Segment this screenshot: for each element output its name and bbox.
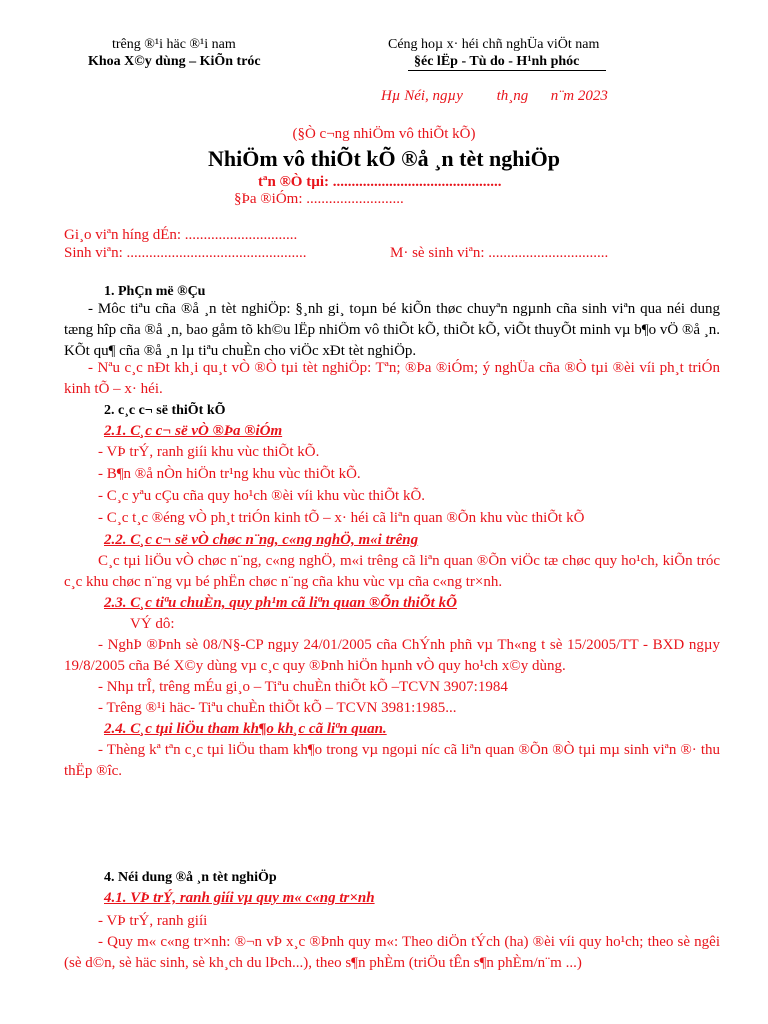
section-2-heading: 2. c¸c c¬ së thiÕt kÕ <box>104 403 226 418</box>
standard-item: - Trêng ®¹i häc- Tiªu chuÈn thiÕt kÕ – TCVN 3981:1985... <box>98 700 457 716</box>
list-item: - C¸c t¸c ®éng vÒ ph¸t triÓn kinh tÕ – x· héi cã liªn quan ®Õn khu vùc thiÕt kÕ <box>98 510 585 526</box>
section-1-paragraph-topic: - Nªu c¸c nÐt kh¸i qu¸t vÒ ®Ò tµi tèt nghiÖp: Tªn; ®Þa ®iÓm; ý nghÜa cña ®Ò tµi ®èi víi ph¸t triÓn kinh tÕ – x· héi. <box>64 360 720 397</box>
section-1-heading: 1. PhÇn më ®Çu <box>104 284 206 299</box>
section-2-4-heading: 2.4. C¸c tµi liÖu tham kh¶o kh¸c cã liªn quan. <box>104 721 387 737</box>
list-item: - C¸c yªu cÇu cña quy ho¹ch ®èi víi khu vùc thiÕt kÕ. <box>98 488 426 504</box>
school-name: trêng ®¹i häc ®¹i nam <box>112 37 236 52</box>
example-label: VÝ dô: <box>130 616 175 632</box>
list-item: - VÞ trÝ, ranh giíi khu vùc thiÕt kÕ. <box>98 444 320 460</box>
section-2-2-paragraph: C¸c tµi liÖu vÒ chøc n¨ng, c«ng nghÖ, m«i trêng cã liªn quan ®Õn viÖc tæ chøc quy ho¹ch, kiÕn tróc c¸c khu chøc n¨ng vµ bé phËn chøc n¨ng cña khu vùc vµ cña c«ng tr×nh. <box>64 553 720 590</box>
student-id-line: M· sè sinh viªn: ................................ <box>390 245 609 261</box>
section-2-2-heading: 2.2. C¸c c¬ së vÒ chøc n¨ng, c«ng nghÖ, m«i trêng <box>104 532 419 548</box>
document-subtitle: (§Ò c¬ng nhiÖm vô thiÕt kÕ) <box>292 126 476 142</box>
location-item: - VÞ trÝ, ranh giíi <box>98 913 208 929</box>
national-title: Céng hoµ x· héi chñ nghÜa viÖt nam <box>388 37 600 52</box>
student-line: Sinh viªn: ................................................ <box>64 245 307 261</box>
motto-underline <box>408 70 606 71</box>
section-2-3-heading: 2.3. C¸c tiªu chuÈn, quy ph¹m cã liªn quan ®Õn thiÕt kÕ <box>104 595 457 611</box>
section-2-4-paragraph: - Thèng kª tªn c¸c tµi liÖu tham kh¶o trong vµ ngoµi níc cã liªn quan ®Õn ®Ò tµi mµ sinh viªn ®· thu thËp ®îc. <box>64 742 720 779</box>
section-4-heading: 4. Néi dung ®å ¸n tèt nghiÖp <box>104 870 277 885</box>
section-2-3-decree: - NghÞ ®Þnh sè 08/N§-CP ngµy 24/01/2005 cña ChÝnh phñ vµ Th«ng t sè 15/2005/TT - BXD ngµy 19/8/2005 cña Bé X©y dùng vµ c¸c quy ®Þnh hiÖn hµnh vÒ quy ho¹ch x©y dùng. <box>64 637 720 674</box>
location-line: §Þa ®iÓm: .......................... <box>234 191 404 207</box>
standard-item: - Nhµ trÎ, trêng mÉu gi¸o – Tiªu chuÈn thiÕt kÕ –TCVN 3907:1984 <box>98 679 508 695</box>
section-4-1-scale-paragraph: - Quy m« c«ng tr×nh: ®¬n vÞ x¸c ®Þnh quy m«: Theo diÖn tÝch (ha) ®èi víi quy ho¹ch; theo sè ngêi (sè d©n, sè häc sinh, sè kh¸ch du lÞch...), theo s¶n phÈm (triÖu tÊn s¶n phÈm/n¨m ...) <box>64 934 720 971</box>
section-2-1-heading: 2.1. C¸c c¬ së vÒ ®Þa ®iÓm <box>104 423 283 439</box>
topic-line: tªn ®Ò tµi: ............................................. <box>258 174 502 190</box>
advisor-line: Gi¸o viªn híng dÉn: .............................. <box>64 227 298 243</box>
list-item: - B¶n ®å nÒn hiÖn tr¹ng khu vùc thiÕt kÕ. <box>98 466 361 482</box>
date-line: Hµ Néi, ngµy th¸ng n¨m 2023 <box>381 88 608 104</box>
section-4-1-heading: 4.1. VÞ trÝ, ranh giíi vµ quy m« c«ng tr×nh <box>104 890 375 906</box>
document-title: NhiÖm vô thiÕt kÕ ®å ¸n tèt nghiÖp <box>208 146 560 171</box>
section-1-paragraph-goal: - Môc tiªu cña ®å ¸n tèt nghiÖp: §¸nh gi¸ toµn bé kiÕn thøc chuyªn ngµnh cña sinh viªn qua néi dung tæng hîp cña ®å ¸n, bao gåm tõ kh©u lËp nhiÖm vô thiÕt kÕ, thiÕt kÕ, viÕt thuyÕt minh vµ b¶o vÖ ®å ¸n. KÕt qu¶ cña ®å ¸n lµ tiªu chuÈn cho viÖc xÐt tèt nghiÖp. <box>64 301 720 359</box>
faculty-name: Khoa X©y dùng – KiÕn tróc <box>88 54 261 69</box>
national-motto: §éc lËp - Tù do - H¹nh phóc <box>414 54 580 69</box>
